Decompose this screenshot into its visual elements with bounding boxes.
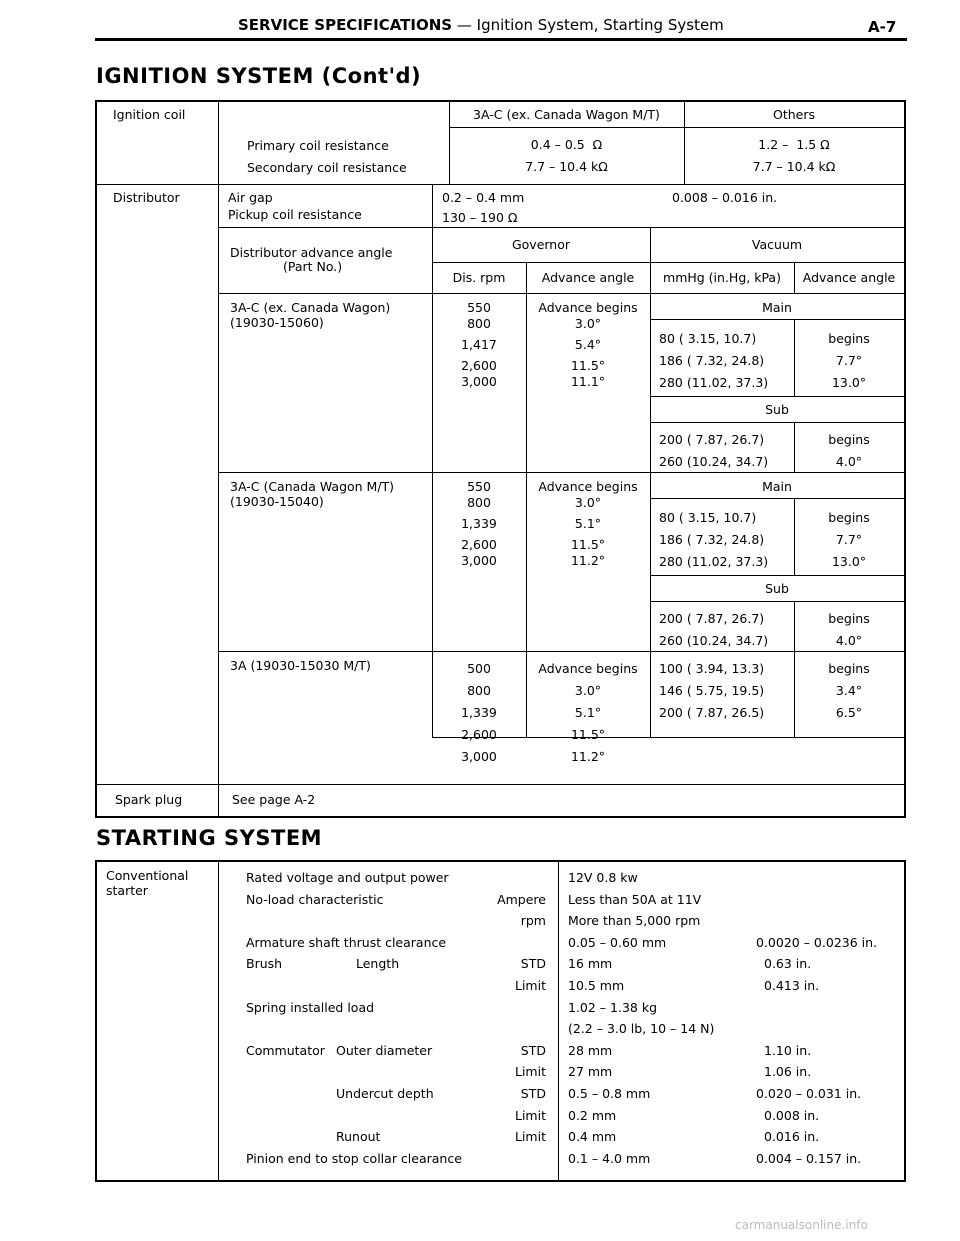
starter-v2: 0.016 in. [764,1129,820,1144]
secondary-resistance-label: Secondary coil resistance [247,160,407,175]
sub-vacuum-list: 200 ( 7.87, 26.7) 260 (10.24, 34.7) [659,432,769,469]
starter-c: Ampere [497,892,546,907]
starter-v1: 0.4 mm [568,1129,617,1144]
vacuum-head: Vacuum [751,237,803,252]
advance-list: Advance begins 3.0° 5.4° 11.5° 11.1° [538,300,638,389]
starter-a: No-load characteristic [246,892,384,907]
group-part: (19030-15040) [230,494,324,509]
coil-col2-primary: 1.2 – 1.5 Ω [758,137,830,152]
advance-list: Advance begins 3.0° 5.1° 11.5° 11.2° [538,479,638,568]
starter-c: rpm [520,913,546,928]
starter-v1: 28 mm [568,1043,613,1058]
main-vacuum-list: 80 ( 3.15, 10.7) 186 ( 7.32, 24.8) 280 (11.02, 37.3) [659,331,769,390]
part-no-label: (Part No.) [283,259,343,274]
ignition-heading: IGNITION SYSTEM (Cont'd) [96,64,422,88]
starter-v2: 0.413 in. [764,978,820,993]
starter-a: Armature shaft thrust clearance [246,935,447,950]
starter-v1: 1.02 – 1.38 kg [568,1000,658,1015]
ignition-coil-label: Ignition coil [113,107,186,122]
starter-v1: Less than 50A at 11V [568,892,702,907]
running-header [238,16,724,34]
header-rule [95,38,907,41]
air-gap-mm: 0.2 – 0.4 mm [442,190,525,205]
mmhg-head: mmHg (in.Hg, kPa) [663,270,781,285]
vac-advance-head: Advance angle [802,270,896,285]
starter-a: Pinion end to stop collar clearance [246,1151,462,1166]
coil-col1-head: 3A-C (ex. Canada Wagon M/T) [473,107,660,122]
starter-v1: 0.2 mm [568,1108,617,1123]
header-title-bold: SERVICE SPECIFICATIONS [238,16,453,34]
pickup-value: 130 – 190 Ω [442,210,518,225]
group-name: 3A-C (ex. Canada Wagon) [230,300,391,315]
sub-vacuum-list: 200 ( 7.87, 26.7) 260 (10.24, 34.7) [659,611,769,648]
starter-v1: 16 mm [568,956,613,971]
pickup-label: Pickup coil resistance [228,207,362,222]
starter-v2: 1.06 in. [764,1064,812,1079]
header-title-rest: — Ignition System, Starting System [452,16,724,34]
starter-a: Spring installed load [246,1000,375,1015]
starter-a: Brush [246,956,283,971]
primary-resistance-label: Primary coil resistance [247,138,389,153]
spark-plug-label: Spark plug [115,792,183,807]
sub-advance-list: begins 4.0° [828,611,870,648]
sub-label: Sub [765,402,789,417]
starter-c: STD [520,956,546,971]
coil-col1-secondary: 7.7 – 10.4 kΩ [525,159,608,174]
starter-v2: 0.0020 – 0.0236 in. [756,935,878,950]
main-advance-list: begins 7.7° 13.0° [828,510,870,569]
vacuum-list: 100 ( 3.94, 13.3) 146 ( 5.75, 19.5) 200 ( 7.87, 26.5) [659,661,765,720]
starter-v1: 10.5 mm [568,978,625,993]
starter-v1: 0.05 – 0.60 mm [568,935,667,950]
starter-c: STD [520,1086,546,1101]
starter-label-1: Conventional [106,868,189,883]
starter-v2: 1.10 in. [764,1043,812,1058]
sub-label: Sub [765,581,789,596]
starter-v2: 0.020 – 0.031 in. [756,1086,862,1101]
group-name: 3A (19030-15030 M/T) [230,658,371,673]
distributor-label: Distributor [113,190,180,205]
main-vacuum-list: 80 ( 3.15, 10.7) 186 ( 7.32, 24.8) 280 (11.02, 37.3) [659,510,769,569]
starter-v2: 0.008 in. [764,1108,820,1123]
starter-c: Limit [515,1064,546,1079]
starter-v1: 12V 0.8 kw [568,870,638,885]
group-name: 3A-C (Canada Wagon M/T) [230,479,395,494]
starter-b: Length [356,956,400,971]
rpm-list: 550 800 1,339 2,600 3,000 [461,479,497,568]
governor-head: Governor [511,237,571,252]
starter-v2: 0.63 in. [764,956,812,971]
starter-label-2: starter [106,883,148,898]
starter-a: Rated voltage and output power [246,870,449,885]
coil-col2-head: Others [772,107,815,122]
page-number: A-7 [868,18,897,36]
rpm-list: 500 800 1,339 2,600 3,000 [461,661,497,764]
spark-plug-value: See page A-2 [232,792,316,807]
starter-v1: (2.2 – 3.0 lb, 10 – 14 N) [568,1021,715,1036]
advance-list: Advance begins 3.0° 5.1° 11.5° 11.2° [538,661,638,764]
starter-c: STD [520,1043,546,1058]
starter-v1: 0.5 – 0.8 mm [568,1086,651,1101]
main-label: Main [762,300,792,315]
starter-a: Commutator [246,1043,325,1058]
starter-c: Limit [515,1129,546,1144]
starter-v1: More than 5,000 rpm [568,913,701,928]
footer-watermark: carmanualsonline.info [735,1218,868,1232]
air-gap-in: 0.008 – 0.016 in. [672,190,778,205]
starter-c: Limit [515,978,546,993]
main-advance-list: begins 7.7° 13.0° [828,331,870,390]
dis-rpm-head: Dis. rpm [452,270,506,285]
coil-col2-secondary: 7.7 – 10.4 kΩ [752,159,836,174]
rpm-list: 550 800 1,417 2,600 3,000 [461,300,497,389]
coil-col1-primary: 0.4 – 0.5 Ω [530,137,603,152]
vacuum-advance-list: begins 3.4° 6.5° [828,661,870,720]
gov-advance-head: Advance angle [541,270,635,285]
starting-heading: STARTING SYSTEM [96,826,323,850]
starter-v2: 0.004 – 0.157 in. [756,1151,862,1166]
main-label: Main [762,479,792,494]
starter-b: Undercut depth [336,1086,434,1101]
advance-angle-label: Distributor advance angle [230,245,393,260]
starter-b: Outer diameter [336,1043,433,1058]
group-part: (19030-15060) [230,315,324,330]
sub-advance-list: begins 4.0° [828,432,870,469]
air-gap-label: Air gap [228,190,273,205]
starter-v1: 27 mm [568,1064,613,1079]
starter-b: Runout [336,1129,381,1144]
starter-v1: 0.1 – 4.0 mm [568,1151,651,1166]
starter-c: Limit [515,1108,546,1123]
